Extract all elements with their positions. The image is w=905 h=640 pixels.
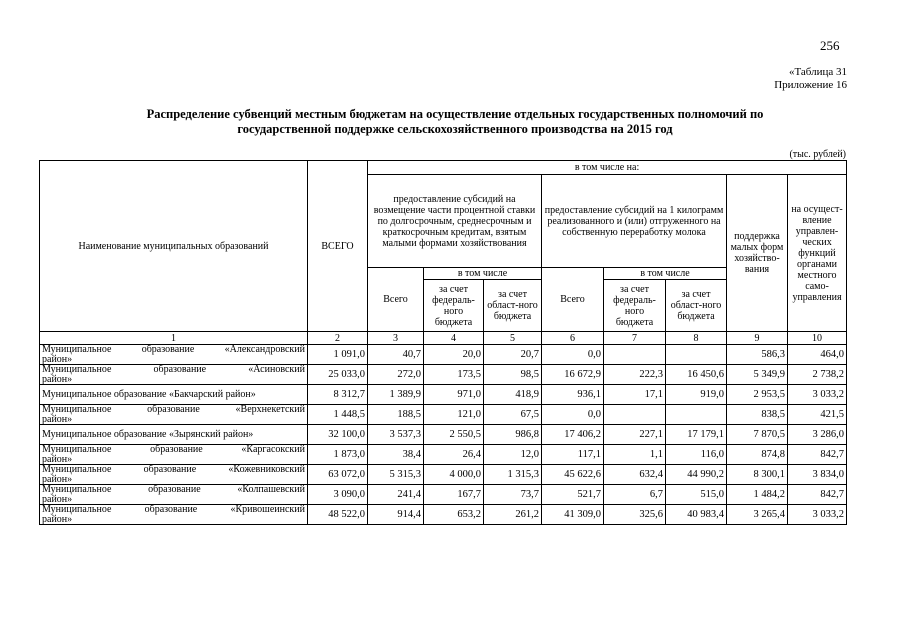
municipality-name: [40, 445, 308, 465]
value-cell-c7: 1,1: [604, 445, 666, 465]
value-cell-c9: 838,5: [727, 405, 788, 425]
municipality-name: [40, 485, 308, 505]
value-cell-c4: 971,0: [424, 385, 484, 405]
value-cell-c10: 842,7: [788, 485, 847, 505]
value-cell-c6: 45 622,6: [542, 465, 604, 485]
value-cell-total: 1 448,5: [308, 405, 368, 425]
header-in-number-b: в том числе: [604, 268, 727, 280]
table-row: [40, 405, 847, 425]
value-cell-c8: 116,0: [666, 445, 727, 465]
value-cell-c5: 67,5: [484, 405, 542, 425]
value-cell-c3: 188,5: [368, 405, 424, 425]
column-number: 2: [308, 332, 368, 345]
page-number: 256: [820, 38, 840, 53]
column-number: 5: [484, 332, 542, 345]
municipality-name-line-1: Муниципальное образование «Кривошеинский: [42, 504, 305, 515]
municipality-name-line-1: Муниципальное образование «Асиновский: [42, 364, 305, 375]
value-cell-total: 1 091,0: [308, 345, 368, 365]
municipality-name-line-2: район»: [42, 413, 73, 425]
column-number: 8: [666, 332, 727, 345]
municipality-name-line-1: Муниципальное образование «Верхнекетский: [42, 404, 305, 415]
value-cell-c10: 2 738,2: [788, 365, 847, 385]
header-interest-subsidy: предоставление субсидий на возмещение части процентной ставки по долгосрочным, среднесрочным и краткосрочным кредитам, взятым малыми формами хозяйствования: [368, 175, 542, 268]
value-cell-c5: 20,7: [484, 345, 542, 365]
value-cell-c5: 986,8: [484, 425, 542, 445]
value-cell-c9: 3 265,4: [727, 505, 788, 525]
value-cell-total: 63 072,0: [308, 465, 368, 485]
municipality-name-line-1: Муниципальное образование «Колпашевский: [42, 484, 305, 495]
value-cell-c10: 3 286,0: [788, 425, 847, 445]
value-cell-total: 48 522,0: [308, 505, 368, 525]
value-cell-c5: 12,0: [484, 445, 542, 465]
value-cell-c4: 121,0: [424, 405, 484, 425]
value-cell-c6: 16 672,9: [542, 365, 604, 385]
value-cell-c8: [666, 345, 727, 365]
value-cell-c10: 3 033,2: [788, 385, 847, 405]
header-local-gov: на осущест-вление управлен-ческих функций органами местного само-управления: [788, 175, 847, 332]
value-cell-c10: 464,0: [788, 345, 847, 365]
value-cell-c10: 842,7: [788, 445, 847, 465]
value-cell-c5: 418,9: [484, 385, 542, 405]
value-cell-total: 8 312,7: [308, 385, 368, 405]
value-cell-c3: 3 537,3: [368, 425, 424, 445]
municipality-name-line-2: район»: [42, 353, 73, 365]
municipality-name-line-1: Муниципальное образование «Бакчарский район»: [42, 388, 256, 400]
header-including: в том числе на:: [368, 161, 847, 175]
table-row: [40, 505, 847, 525]
table-reference-line: «Таблица 31: [788, 66, 847, 78]
value-cell-c9: 5 349,9: [727, 365, 788, 385]
value-cell-c3: 241,4: [368, 485, 424, 505]
value-cell-c9: 1 484,2: [727, 485, 788, 505]
value-cell-c3: 40,7: [368, 345, 424, 365]
header-total: ВСЕГО: [308, 161, 368, 332]
municipality-name: [40, 505, 308, 525]
municipality-name-line-2: район»: [42, 513, 73, 525]
value-cell-total: 3 090,0: [308, 485, 368, 505]
value-cell-c8: 919,0: [666, 385, 727, 405]
table-row: [40, 485, 847, 505]
value-cell-c7: 227,1: [604, 425, 666, 445]
municipality-name-line-1: Муниципальное образование «Каргасокский: [42, 444, 305, 455]
value-cell-c4: 4 000,0: [424, 465, 484, 485]
value-cell-c4: 26,4: [424, 445, 484, 465]
value-cell-c7: 17,1: [604, 385, 666, 405]
municipality-name-line-1: Муниципальное образование «Александровский: [42, 344, 305, 355]
column-number: 10: [788, 332, 847, 345]
document-title: [60, 107, 850, 137]
municipality-name-line-1: Муниципальное образование «Кожевниковский: [42, 464, 305, 475]
municipality-name-line-2: район»: [42, 493, 73, 505]
appendix-reference-line: Приложение 16: [774, 79, 847, 91]
value-cell-c8: 16 450,6: [666, 365, 727, 385]
table-reference: [774, 66, 847, 92]
value-cell-c10: 3 834,0: [788, 465, 847, 485]
table-body: [40, 345, 847, 525]
value-cell-total: 1 873,0: [308, 445, 368, 465]
column-number: 1: [40, 332, 308, 345]
value-cell-c4: 2 550,5: [424, 425, 484, 445]
value-cell-c9: 586,3: [727, 345, 788, 365]
header-in-number-a: в том числе: [424, 268, 542, 280]
table-row: [40, 365, 847, 385]
value-cell-c6: 521,7: [542, 485, 604, 505]
column-number: 7: [604, 332, 666, 345]
value-cell-c8: 17 179,1: [666, 425, 727, 445]
header-regional-a: за счет област-ного бюджета: [484, 280, 542, 332]
value-cell-c6: 41 309,0: [542, 505, 604, 525]
municipality-name: [40, 425, 308, 445]
municipality-name: [40, 465, 308, 485]
value-cell-c3: 1 389,9: [368, 385, 424, 405]
value-cell-c9: 2 953,5: [727, 385, 788, 405]
header-federal-b: за счет федераль-ного бюджета: [604, 280, 666, 332]
value-cell-c6: 117,1: [542, 445, 604, 465]
value-cell-c3: 5 315,3: [368, 465, 424, 485]
value-cell-c4: 167,7: [424, 485, 484, 505]
value-cell-c8: [666, 405, 727, 425]
header-milk-subsidy: предоставление субсидий на 1 килограмм реализованного и (или) отгруженного на собственную переработку молока: [542, 175, 727, 268]
value-cell-c8: 40 983,4: [666, 505, 727, 525]
municipality-name-line-2: район»: [42, 453, 73, 465]
value-cell-c5: 98,5: [484, 365, 542, 385]
header-federal-a: за счет федераль-ного бюджета: [424, 280, 484, 332]
value-cell-c7: 325,6: [604, 505, 666, 525]
column-number: 6: [542, 332, 604, 345]
municipality-name: [40, 365, 308, 385]
table-row: [40, 425, 847, 445]
subventions-table: [39, 160, 847, 525]
table-row: [40, 345, 847, 365]
value-cell-c8: 515,0: [666, 485, 727, 505]
column-number: 3: [368, 332, 424, 345]
value-cell-c10: 3 033,2: [788, 505, 847, 525]
value-cell-c8: 44 990,2: [666, 465, 727, 485]
table-row: [40, 445, 847, 465]
column-numbers-row: [40, 332, 847, 345]
municipality-name-line-2: район»: [42, 373, 73, 385]
value-cell-c4: 20,0: [424, 345, 484, 365]
title-line-1: Распределение субвенций местным бюджетам на осуществление отдельных государственных полномочий по: [146, 107, 764, 121]
municipality-name: [40, 405, 308, 425]
header-small-forms: поддержка малых форм хозяйство-вания: [727, 175, 788, 332]
value-cell-c7: 632,4: [604, 465, 666, 485]
value-cell-total: 25 033,0: [308, 365, 368, 385]
table-row: [40, 465, 847, 485]
value-cell-c3: 38,4: [368, 445, 424, 465]
value-cell-c9: 8 300,1: [727, 465, 788, 485]
value-cell-c4: 173,5: [424, 365, 484, 385]
column-number: 4: [424, 332, 484, 345]
value-cell-c7: 222,3: [604, 365, 666, 385]
value-cell-c6: 936,1: [542, 385, 604, 405]
value-cell-c3: 272,0: [368, 365, 424, 385]
header-all-b: Всего: [542, 268, 604, 332]
municipality-name: [40, 345, 308, 365]
value-cell-c3: 914,4: [368, 505, 424, 525]
value-cell-c7: 6,7: [604, 485, 666, 505]
value-cell-c6: 0,0: [542, 345, 604, 365]
value-cell-c5: 261,2: [484, 505, 542, 525]
value-cell-c9: 874,8: [727, 445, 788, 465]
municipality-name: [40, 385, 308, 405]
municipality-name-line-2: район»: [42, 473, 73, 485]
header-name: Наименование муниципальных образований: [40, 161, 308, 332]
value-cell-c7: [604, 405, 666, 425]
value-cell-c6: 0,0: [542, 405, 604, 425]
value-cell-total: 32 100,0: [308, 425, 368, 445]
title-line-2: государственной поддержке сельскохозяйственного производства на 2015 год: [237, 122, 673, 136]
column-number: 9: [727, 332, 788, 345]
value-cell-c4: 653,2: [424, 505, 484, 525]
value-cell-c10: 421,5: [788, 405, 847, 425]
units-label: (тыс. рублей): [789, 149, 846, 160]
value-cell-c5: 1 315,3: [484, 465, 542, 485]
municipality-name-line-1: Муниципальное образование «Зырянский район»: [42, 428, 254, 440]
header-all-a: Всего: [368, 268, 424, 332]
value-cell-c6: 17 406,2: [542, 425, 604, 445]
header-regional-b: за счет област-ного бюджета: [666, 280, 727, 332]
table-row: [40, 385, 847, 405]
value-cell-c5: 73,7: [484, 485, 542, 505]
value-cell-c7: [604, 345, 666, 365]
value-cell-c9: 7 870,5: [727, 425, 788, 445]
